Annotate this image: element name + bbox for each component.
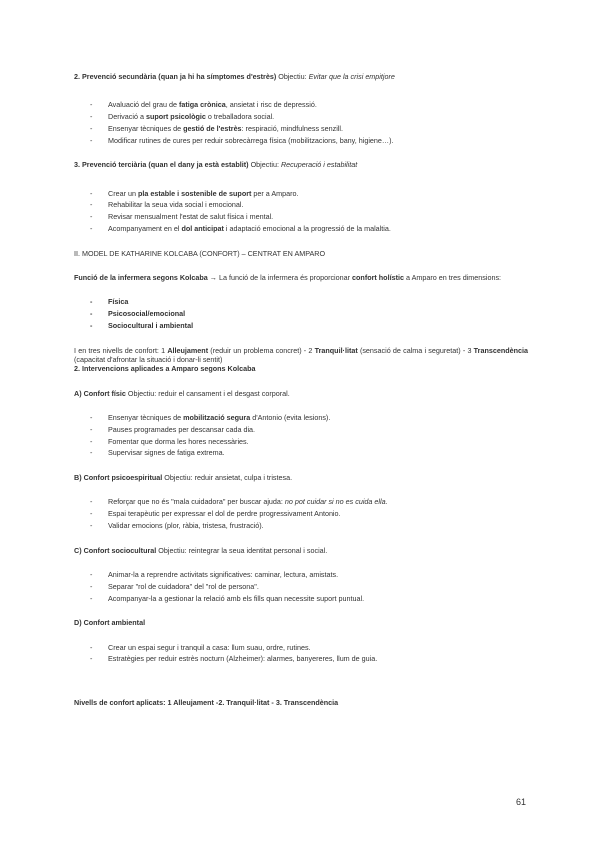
- list-item: - Estratègies per reduir estrès nocturn (Alzheimer): alarmes, banyereres, llum de guia.: [108, 654, 528, 663]
- dimensions-list: [74, 297, 528, 330]
- list-item: - Sociocultural i ambiental: [108, 321, 528, 330]
- comfort-levels-summary: Nivells de confort aplicats: 1 Alleujament -2. Tranquil·litat - 3. Transcendència: [74, 698, 339, 708]
- comfort-sociocultural-list: [74, 570, 528, 603]
- list-item: - Espai terapèutic per expressar el dol de perdre progressivament Antonio.: [108, 509, 528, 518]
- page-number: 61: [516, 797, 527, 807]
- list-item: - Rehabilitar la seua vida social i emocional.: [108, 200, 528, 209]
- list-item: - Animar-la a reprendre activitats significatives: caminar, lectura, amistats.: [108, 570, 528, 579]
- secondary-prevention-title: 2. Prevenció secundària (quan ja hi ha símptomes d'estrès): [74, 72, 277, 81]
- comfort-sociocultural-heading: C) Confort sociocultural Objectiu: reintegrar la seua identitat personal i social.: [74, 545, 328, 555]
- comfort-physical-list: [74, 413, 528, 458]
- document-page: [74, 72, 528, 708]
- list-item: - Acompanyar-la a gestionar la relació amb els fills quan necessite suport puntual.: [108, 594, 528, 603]
- list-item: - Ensenyar tècniques de gestió de l'estrès: respiració, mindfulness senzill.: [108, 124, 528, 133]
- secondary-prevention-list: [74, 100, 528, 145]
- secondary-prevention-heading: [74, 72, 528, 81]
- comfort-environmental-heading: D) Confort ambiental: [74, 618, 146, 628]
- objective-label: Objectiu:: [248, 160, 281, 170]
- list-item: - Psicosocial/emocional: [108, 309, 528, 318]
- comfort-physical-heading: A) Confort físic Objectiu: reduir el cansament i el desgast corporal.: [74, 388, 290, 398]
- list-item: - Ensenyar tècniques de mobilització segura d'Antonio (evita lesions).: [108, 413, 528, 422]
- tertiary-prevention-list: [74, 189, 528, 234]
- comfort-psychospiritual-list: [74, 497, 528, 530]
- objective-text: Recuperació i estabilitat: [280, 160, 358, 170]
- objective-label: Objectiu:: [276, 72, 309, 81]
- list-item: - Acompanyament en el dol anticipat i adaptació emocional a la progressió de la malaltia.: [108, 224, 528, 233]
- comfort-psychospiritual-heading: B) Confort psicoespiritual Objectiu: reduir ansietat, culpa i tristesa.: [74, 473, 293, 483]
- tertiary-prevention-heading: [74, 160, 528, 169]
- list-item: - Validar emocions (plor, ràbia, tristesa, frustració).: [108, 521, 528, 530]
- function-paragraph: Funció de la infermera segons Kolcaba → La funció de la infermera és proporcionar confort holístic a Amparo en tres dimensions:: [74, 273, 502, 283]
- list-item: - Física: [108, 297, 528, 306]
- list-item: - Crear un pla estable i sostenible de suport per a Amparo.: [108, 189, 528, 198]
- list-item: - Fomentar que dorma les hores necessàries.: [108, 437, 528, 446]
- list-item: - Derivació a suport psicològic o treballadora social.: [108, 112, 528, 121]
- list-item: - Pauses programades per descansar cada dia.: [108, 425, 528, 434]
- list-item: - Reforçar que no és "mala cuidadora" per buscar ajuda: no pot cuidar si no es cuida ella.: [108, 497, 528, 506]
- interventions-heading: 2. Intervencions aplicades a Amparo segons Kolcaba: [74, 364, 256, 374]
- list-item: - Revisar mensualment l'estat de salut física i mental.: [108, 212, 528, 221]
- levels-paragraph: I en tres nivells de confort: 1 Alleujament (reduir un problema concret) - 2 Tranquil·litat (sensació de calma i seguretat) - 3 Transcendència (capacitat d'afrontar la situació i donar-li sentit): [74, 345, 528, 365]
- model-heading: II. MODEL DE KATHARINE KOLCABA (CONFORT) – CENTRAT EN AMPARO: [74, 248, 326, 258]
- tertiary-prevention-title: 3. Prevenció terciària (quan el dany ja està establit): [74, 160, 249, 170]
- list-item: - Separar "rol de cuidadora" del "rol de persona".: [108, 582, 528, 591]
- list-item: - Modificar rutines de cures per reduir sobrecàrrega física (mobilitzacions, bany, higiene…).: [108, 136, 528, 145]
- list-item: - Avaluació del grau de fatiga crònica, ansietat i risc de depressió.: [108, 100, 528, 109]
- comfort-environmental-list: [74, 643, 528, 664]
- objective-text: Evitar que la crisi empitjore: [308, 72, 395, 81]
- list-item: - Crear un espai segur i tranquil a casa: llum suau, ordre, rutines.: [108, 643, 528, 652]
- list-item: - Supervisar signes de fatiga extrema.: [108, 448, 528, 457]
